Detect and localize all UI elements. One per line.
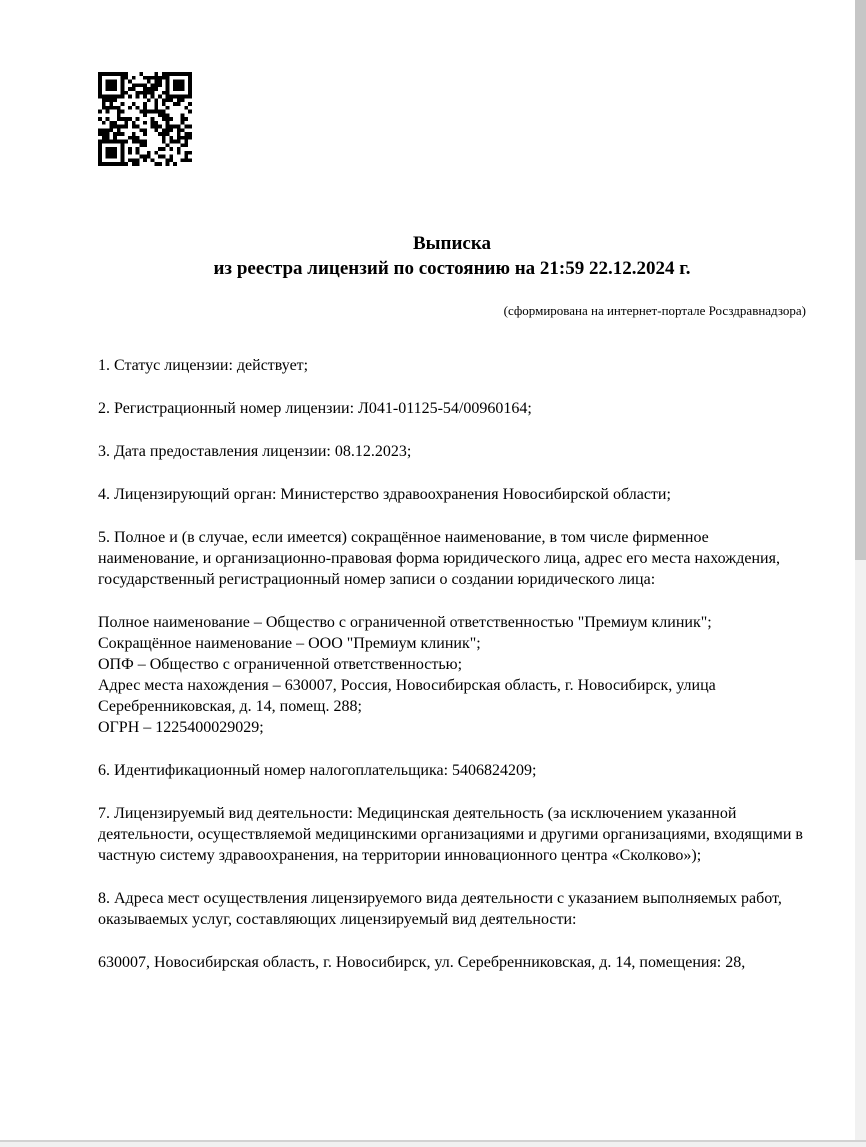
paragraph: 8. Адреса мест осуществления лицензируемого вида деятельности с указанием выполняемых работ, оказываемых услуг, составляющих лицензируемый вид деятельности: (98, 890, 782, 928)
paragraph: 2. Регистрационный номер лицензии: Л041-01125-54/00960164; (98, 400, 532, 417)
horizontal-scrollbar[interactable] (0, 1140, 866, 1147)
paragraph: 630007, Новосибирская область, г. Новосибирск, ул. Серебренниковская, д. 14, помещения: 28, (98, 954, 746, 971)
paragraph: 7. Лицензируемый вид деятельности: Медицинская деятельность (за исключением указанной деятельности, осуществляемой медицинскими организациями и другими организациями, входящими в частную систему здравоохранения, на территории инновационного центра «Сколково»); (98, 805, 803, 864)
vertical-scrollbar[interactable] (855, 0, 866, 1140)
paragraph: 1. Статус лицензии: действует; (98, 357, 309, 374)
title-line-1: Выписка (413, 233, 491, 254)
document-subtitle: (сформирована на интернет-портале Росздравнадзора) (503, 303, 806, 318)
qr-code-icon (98, 72, 192, 166)
title-line-2: из реестра лицензий по состоянию на 21:59 22.12.2024 г. (213, 258, 691, 279)
paragraph: 3. Дата предоставления лицензии: 08.12.2023; (98, 443, 412, 460)
paragraph: 5. Полное и (в случае, если имеется) сокращённое наименование, в том числе фирменное наименование, и организационно-правовая форма юридического лица, адрес его места нахождения, государственный регистрационный номер записи о создании юридического лица: (98, 529, 780, 588)
vertical-scrollbar-thumb[interactable] (855, 0, 866, 560)
paragraph: 4. Лицензирующий орган: Министерство здравоохранения Новосибирской области; (98, 486, 671, 503)
document-title (98, 231, 806, 281)
paragraph: Полное наименование – Общество с ограниченной ответственностью "Премиум клиник"; Сокращённое наименование – ООО "Премиум клиник"; ОПФ – Общество с ограниченной ответственностью; Адрес места нахождения – 630007, Россия, Новосибирская область, г. Новосибирск, улица Серебренниковская, д. 14, помещ. 288; ОГРН – 1225400029029; (98, 614, 716, 736)
paragraph: 6. Идентификационный номер налогоплательщика: 5406824209; (98, 762, 537, 779)
document-body (98, 355, 806, 973)
